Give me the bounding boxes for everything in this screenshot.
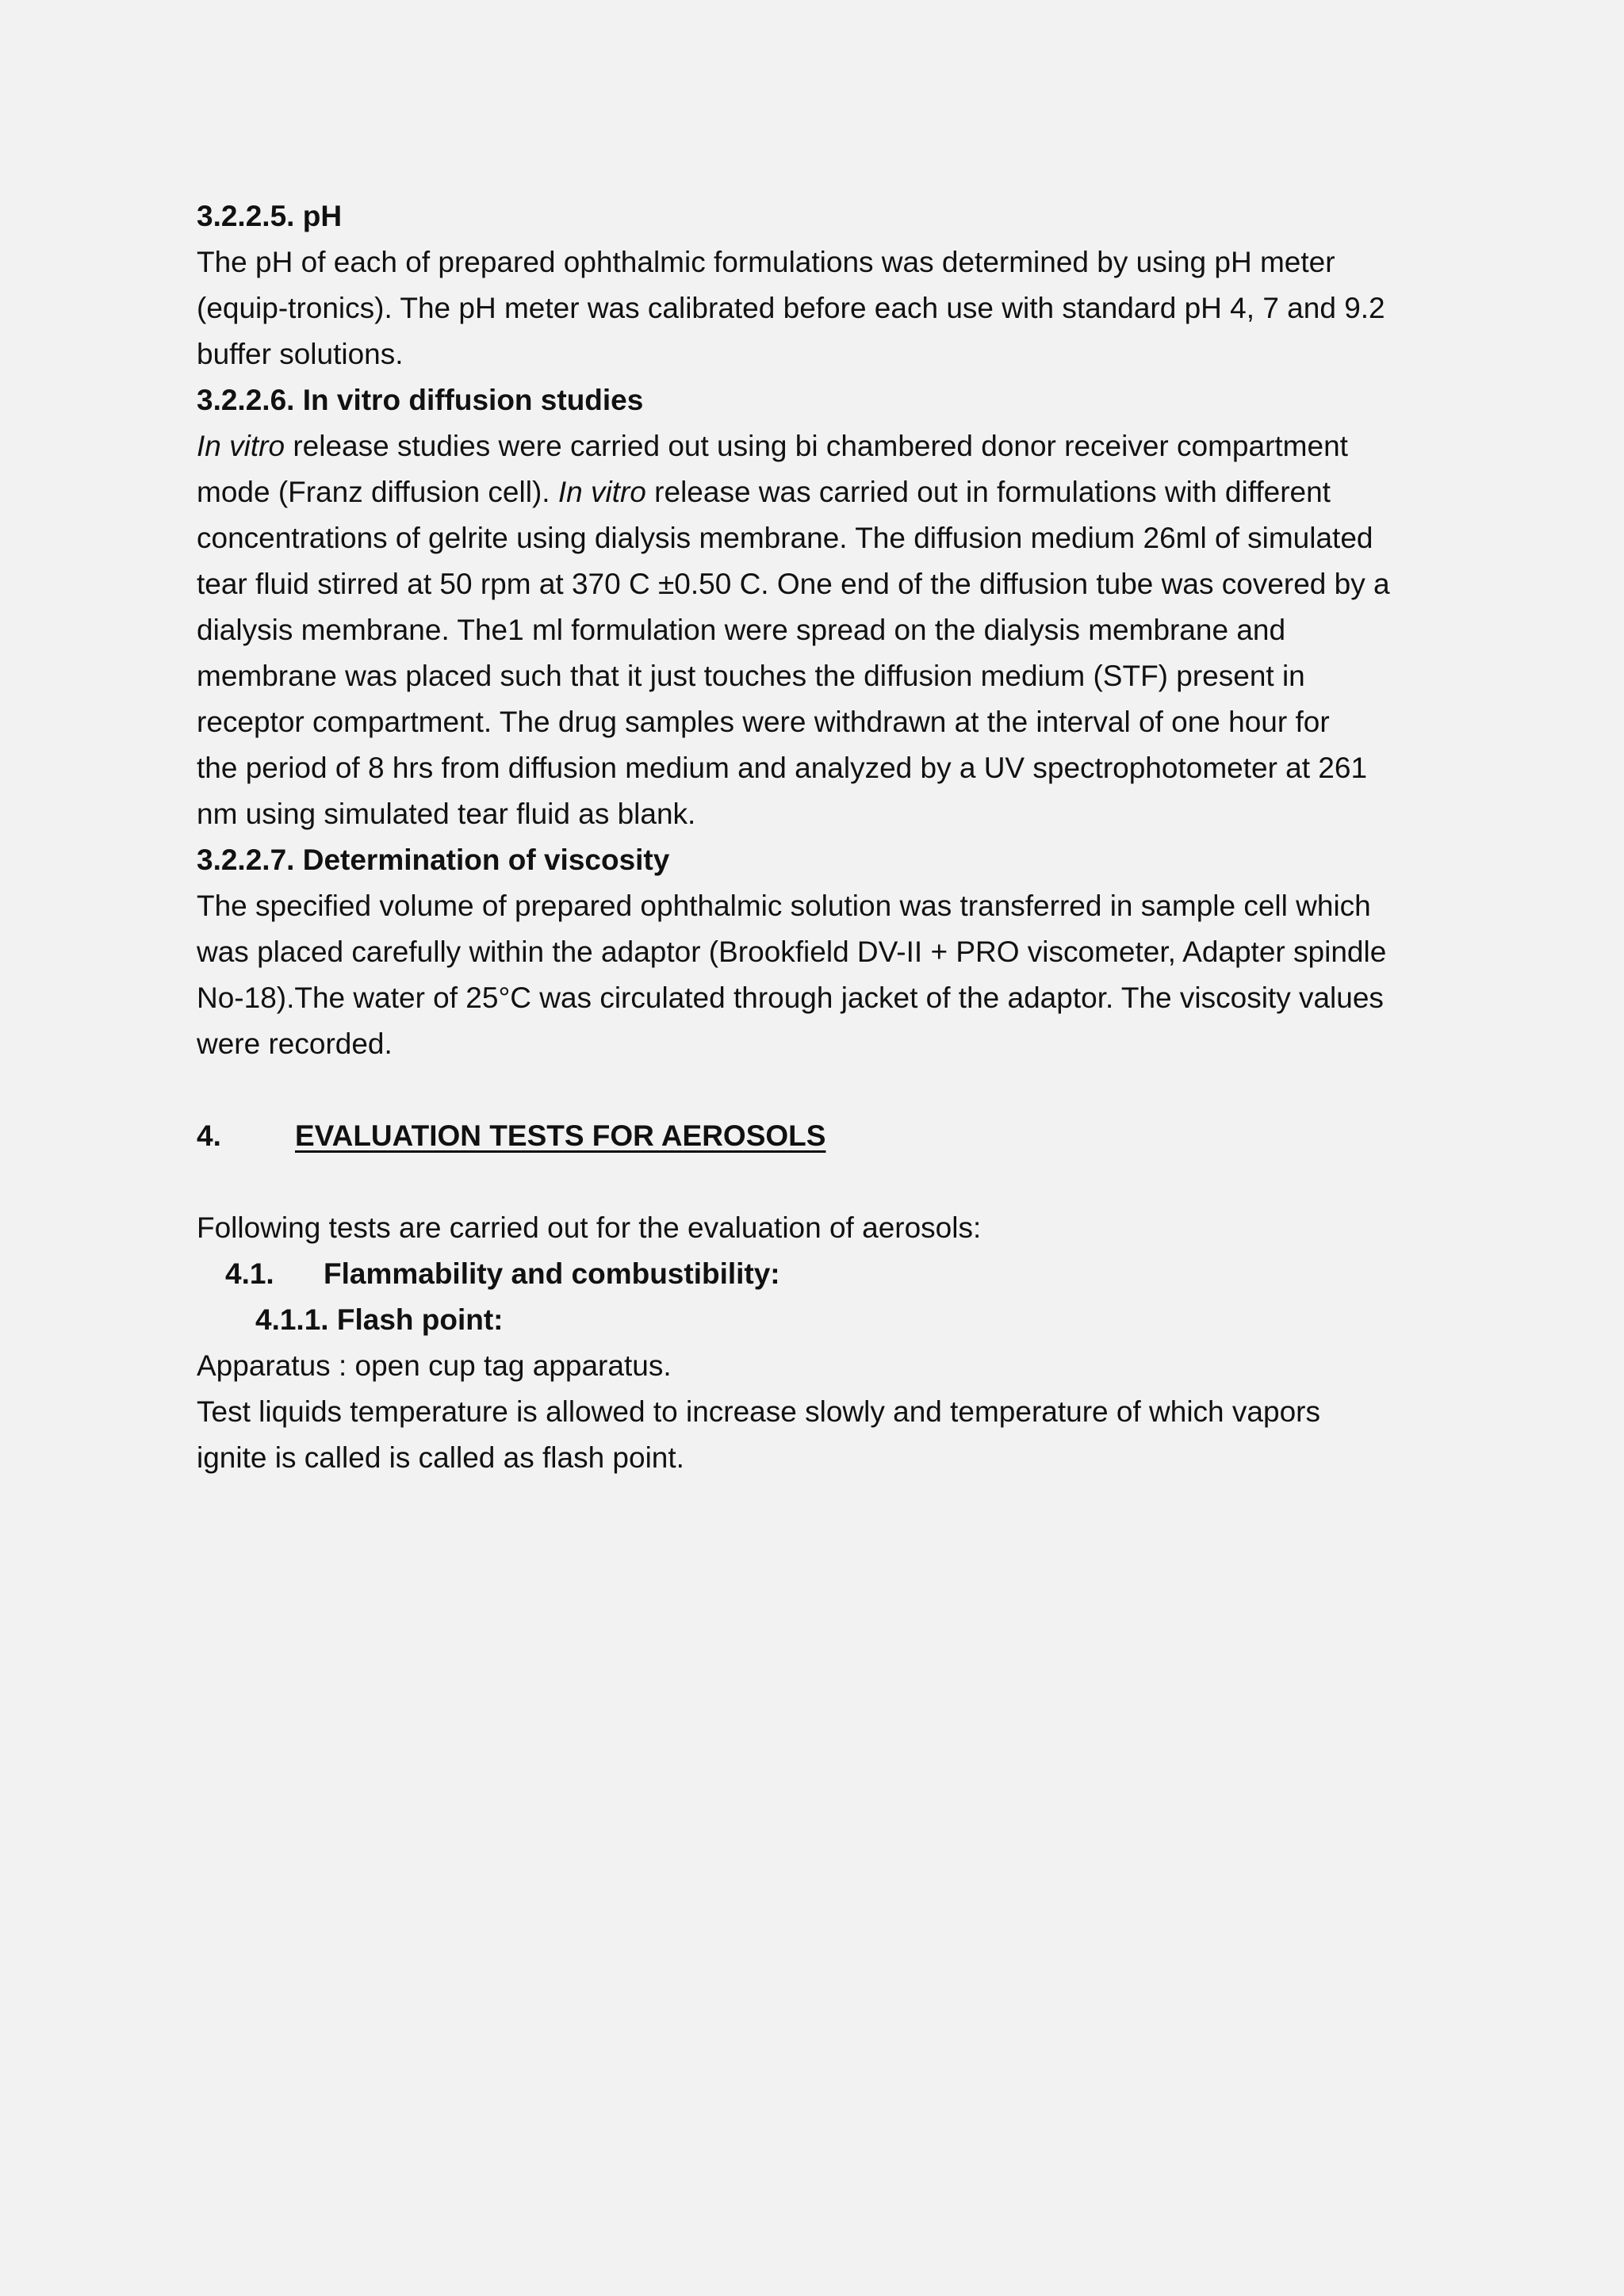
paragraph-line: were recorded. — [197, 1027, 393, 1060]
paragraph-line: The pH of each of prepared ophthalmic formulations was determined by using pH meter — [197, 246, 1335, 278]
paragraph-line: membrane was placed such that it just touches the diffusion medium (STF) present in — [197, 660, 1305, 692]
spacer — [197, 1067, 1465, 1113]
heading-title: Determination of viscosity — [302, 844, 670, 876]
subheading-number: 4.1.1. — [255, 1303, 329, 1336]
paragraph-line: ignite is called is called as flash point. — [197, 1441, 684, 1474]
intro-line: Following tests are carried out for the evaluation of aerosols: — [197, 1211, 982, 1244]
heading-number: 3.2.2.5. — [197, 200, 295, 232]
paragraph-line: was placed carefully within the adaptor (Brookfield DV-II + PRO viscometer, Adapter spindle — [197, 936, 1387, 968]
italic-term: In vitro — [557, 476, 646, 508]
paragraph-line: (equip-tronics). The pH meter was calibrated before each use with standard pH 4, 7 and 9.2 — [197, 292, 1385, 324]
heading-ph — [197, 193, 1465, 239]
heading-title: pH — [302, 200, 343, 232]
heading-number: 4. — [197, 1119, 221, 1152]
paragraph-text: release was carried out in formulations with different — [645, 476, 1331, 508]
paragraph-line: Test liquids temperature is allowed to increase slowly and temperature of which vapors — [197, 1395, 1320, 1428]
paragraph-line: dialysis membrane. The1 ml formulation were spread on the dialysis membrane and — [197, 614, 1286, 646]
paragraph-line: receptor compartment. The drug samples were withdrawn at the interval of one hour for — [197, 706, 1330, 738]
paragraph-line — [197, 423, 1465, 469]
paragraph-text: release studies were carried out using bi chambered donor receiver compartment — [285, 430, 1348, 462]
subheading-number: 4.1. — [225, 1257, 274, 1290]
subheading-title: Flash point: — [336, 1303, 504, 1336]
heading-aerosols — [197, 1113, 1465, 1159]
paragraph-line — [197, 469, 1465, 515]
subheading-flammability — [197, 1251, 1465, 1297]
heading-viscosity — [197, 837, 1465, 883]
paragraph-line: nm using simulated tear fluid as blank. — [197, 798, 696, 830]
heading-number: 3.2.2.7. — [197, 844, 295, 876]
heading-title: In vitro diffusion studies — [302, 384, 644, 416]
subheading-title: Flammability and combustibility: — [324, 1257, 780, 1290]
subheading-flash-point — [197, 1297, 1465, 1343]
heading-title: EVALUATION TESTS FOR AEROSOLS — [295, 1119, 826, 1152]
paragraph-line: tear fluid stirred at 50 rpm at 370 C ±0.50 C. One end of the diffusion tube was covered by a — [197, 568, 1390, 600]
paragraph-line: concentrations of gelrite using dialysis membrane. The diffusion medium 26ml of simulated — [197, 522, 1373, 554]
paragraph-line: No-18).The water of 25°C was circulated through jacket of the adaptor. The viscosity values — [197, 982, 1384, 1014]
heading-number: 3.2.2.6. — [197, 384, 295, 416]
paragraph-line: the period of 8 hrs from diffusion medium and analyzed by a UV spectrophotometer at 261 — [197, 752, 1368, 784]
paragraph-line: Apparatus : open cup tag apparatus. — [197, 1349, 672, 1382]
spacer — [197, 1159, 1465, 1205]
heading-diffusion — [197, 377, 1465, 423]
paragraph-text: mode (Franz diffusion cell). — [197, 476, 558, 508]
paragraph-line: The specified volume of prepared ophthalmic solution was transferred in sample cell which — [197, 890, 1371, 922]
italic-term: In vitro — [197, 430, 285, 462]
paragraph-line: buffer solutions. — [197, 338, 404, 370]
